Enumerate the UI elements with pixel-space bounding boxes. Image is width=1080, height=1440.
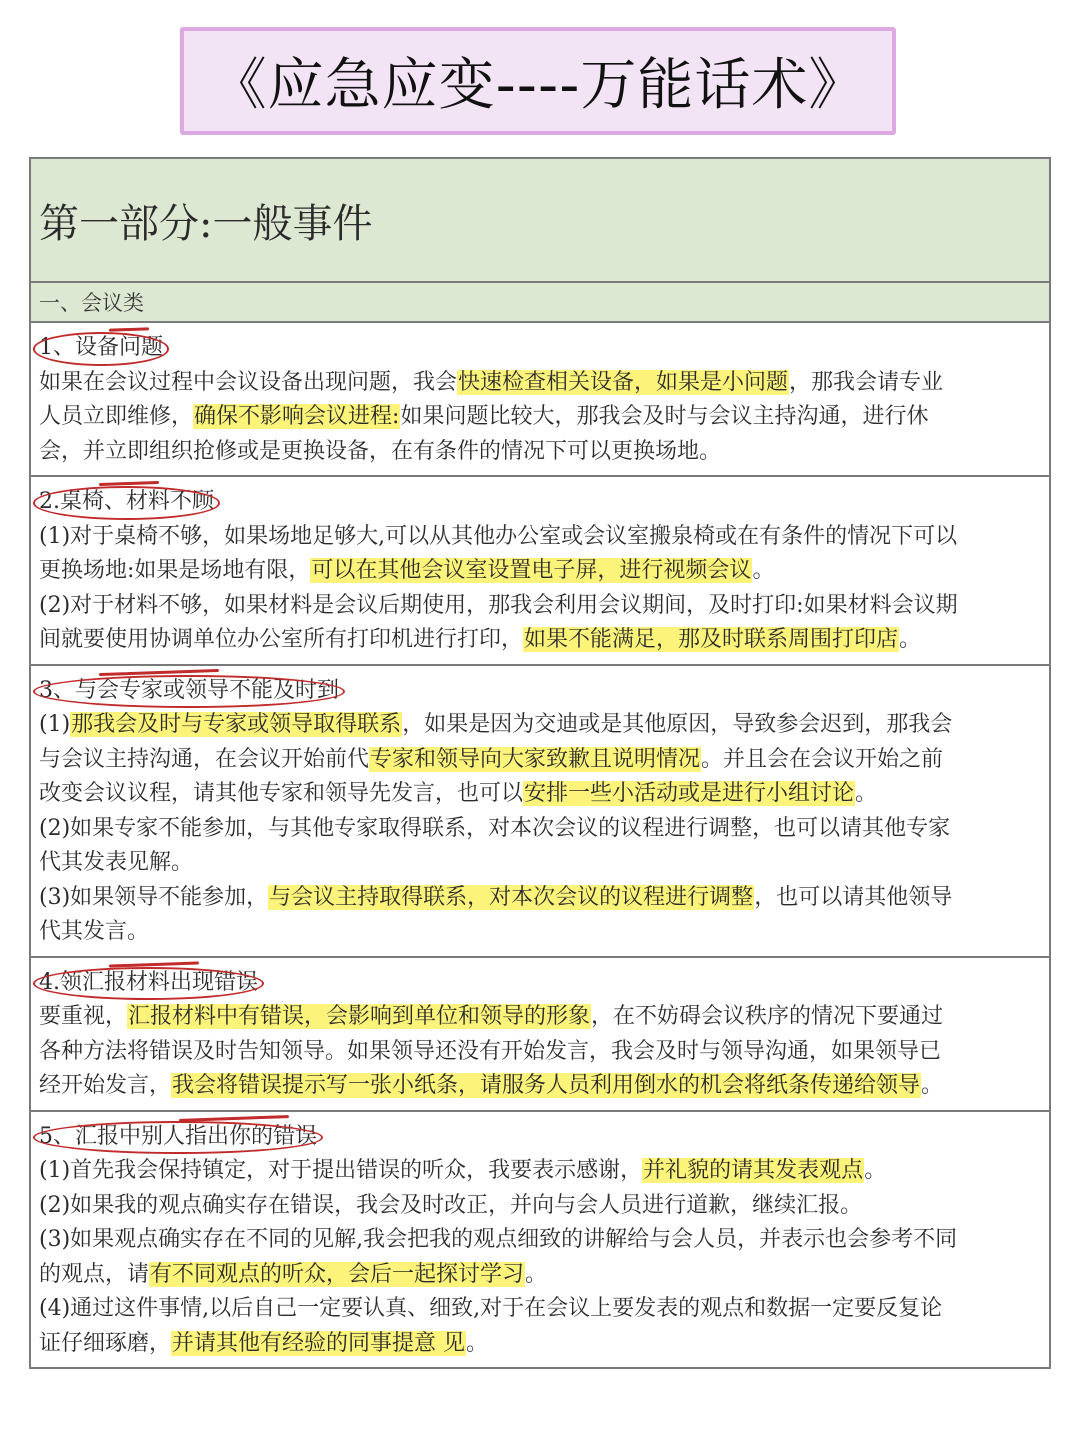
body-text: 。并且会在会议开始之前 (701, 746, 944, 772)
text-line (39, 520, 1041, 555)
body-text: 更换场地:如果是场地有限， (39, 558, 311, 583)
body-text: 会，并立即组织抢修或是更换设备，在有条件的情况下可以更换场地。 (39, 438, 722, 464)
body-text: 与会议主持沟通，在会议开始前代 (39, 746, 370, 772)
text-line (39, 1258, 1041, 1293)
section-heading (39, 674, 339, 709)
section-5 (31, 1112, 1049, 1368)
red-underline-annotation (99, 481, 159, 486)
text-line (39, 400, 1041, 435)
highlighted-text: 安排一些小活动或是进行小组讨论 (524, 781, 855, 806)
body-text: (2)对于材料不够，如果材料是会议后期使用，那我会利用会议期间，及时打印:如果材料会议期 (39, 592, 958, 618)
text-line (39, 366, 1041, 401)
highlighted-text: 如果不能满足，那及时联系周围打印店 (524, 627, 899, 652)
section-heading-text: 2.桌椅、材料不顾 (39, 489, 214, 514)
text-line (39, 881, 1041, 916)
text-line (39, 743, 1041, 778)
body-text: (4)通过这件事情,以后自己一定要认真、细致,对于在会议上要发表的观点和数据一定要反复论 (39, 1296, 943, 1321)
text-line (39, 846, 1041, 881)
highlighted-text: 那我会及时与专家或领导取得联系 (71, 712, 402, 737)
body-text: (3)如果领导不能参加， (39, 884, 269, 910)
highlighted-text: 并礼貌的请其发表观点 (643, 1158, 864, 1183)
category-label: 一、会议类 (39, 291, 144, 315)
body-text: 。 (899, 627, 922, 652)
text-line (39, 589, 1041, 624)
text-line (39, 554, 1041, 589)
body-text: (1)首先我会保持镇定，对于提出错误的听众，我要表示感谢， (39, 1158, 643, 1183)
red-underline-annotation (109, 327, 149, 331)
body-text: 证仔细琢磨， (39, 1330, 172, 1356)
title-banner (180, 27, 896, 135)
highlighted-text: 确保不影响会议进程: (194, 404, 400, 429)
text-line (39, 812, 1041, 847)
text-line (39, 1292, 1041, 1327)
highlighted-text: 并请其他有经验的同事提意 见 (172, 1330, 466, 1356)
body-text: (2)如果我的观点确实存在错误，我会及时改正，并向与会人员进行道歉，继续汇报。 (39, 1192, 863, 1218)
text-line (39, 435, 1041, 470)
body-text: ，那我会请专业 (789, 369, 944, 395)
body-text: 。 (855, 781, 878, 806)
section-heading-text: 1、设备问题 (39, 335, 163, 360)
body-text: (3)如果观点确实存在不同的见解,我会把我的观点细致的讲解给与会人员，并表示也会参考不同 (39, 1227, 958, 1252)
body-text: 如果问题比较大，那我会及时与会议主持沟通，进行休 (400, 404, 929, 429)
section-2 (31, 477, 1049, 666)
body-text: ，在不妨碍会议秩序的情况下要通过 (591, 1004, 944, 1029)
section-heading-text: 5、汇报中别人指出你的错误 (39, 1123, 317, 1149)
highlighted-text: 快速检查相关设备，如果是小问题 (458, 369, 789, 395)
text-line (39, 915, 1041, 950)
section-heading (39, 485, 214, 520)
body-text: 代其发表见解。 (39, 850, 194, 875)
highlighted-text: 专家和领导向大家致歉且说明情况 (370, 746, 701, 772)
highlighted-text: 有不同观点的听众，会后一起探讨学习 (150, 1261, 525, 1287)
body-text: ，如果是因为交迪或是其他原因，导致参会迟到，那我会 (402, 712, 953, 737)
body-text: 要重视， (39, 1004, 128, 1029)
red-underline-annotation (109, 961, 199, 967)
section-heading (39, 966, 258, 1001)
text-line (39, 708, 1041, 743)
text-line (39, 777, 1041, 812)
part-header (31, 159, 1049, 283)
section-4 (31, 958, 1049, 1112)
body-text: 经开始发言， (39, 1073, 172, 1098)
text-line (39, 623, 1041, 658)
body-text: 。 (921, 1073, 944, 1098)
body-text: ，也可以请其他领导 (754, 884, 953, 910)
body-text: (2)如果专家不能参加，与其他专家取得联系，对本次会议的议程进行调整，也可以请其他专家 (39, 815, 951, 841)
content-table (29, 157, 1051, 1369)
red-underline-annotation (99, 668, 219, 675)
highlighted-text: 汇报材料中有错误，会影响到单位和领导的形象 (128, 1004, 591, 1029)
body-text: 的观点，请 (39, 1261, 150, 1287)
section-heading (39, 1120, 317, 1155)
sections-container (31, 323, 1049, 1367)
body-text: (1) (39, 712, 71, 737)
text-line (39, 1223, 1041, 1258)
highlighted-text: 我会将错误提示写一张小纸条，请服务人员利用倒水的机会将纸条传递给领导 (172, 1073, 921, 1098)
body-text: 间就要使用协调单位办公室所有打印机进行打印， (39, 627, 524, 652)
section-1 (31, 323, 1049, 477)
page-title: 《应急应变----万能话术》 (210, 53, 866, 118)
highlighted-text: 与会议主持取得联系，对本次会议的议程进行调整 (269, 884, 754, 910)
text-line (39, 1069, 1041, 1104)
text-line (39, 1000, 1041, 1035)
body-text: 。 (525, 1261, 548, 1287)
body-text: 。 (466, 1330, 489, 1356)
red-underline-annotation (179, 1115, 289, 1122)
text-line (39, 1154, 1041, 1189)
body-text: 改变会议议程，请其他专家和领导先发言，也可以 (39, 781, 524, 806)
category-row (31, 283, 1049, 323)
text-line (39, 1035, 1041, 1070)
text-line (39, 1189, 1041, 1224)
part-title: 第一部分:一般事件 (39, 200, 373, 247)
body-text: 如果在会议过程中会议设备出现问题，我会 (39, 369, 458, 395)
body-text: (1)对于桌椅不够，如果场地足够大,可以从其他办公室或会议室搬泉椅或在有条件的情况下可以 (39, 523, 958, 549)
body-text: 代其发言。 (39, 919, 150, 944)
section-heading (39, 331, 163, 366)
body-text: 人员立即维修， (39, 404, 194, 429)
section-heading-text: 3、与会专家或领导不能及时到 (39, 677, 339, 703)
section-heading-text: 4.领汇报材料出现错误 (39, 969, 258, 995)
body-text: 。 (864, 1158, 887, 1183)
highlighted-text: 可以在其他会议室设置电子屏，进行视频会议 (311, 558, 752, 583)
text-line (39, 1327, 1041, 1362)
body-text: 各种方法将错误及时告知领导。如果领导还没有开始发言，我会及时与领导沟通，如果领导已 (39, 1038, 942, 1064)
body-text: 。 (752, 558, 775, 583)
section-3 (31, 666, 1049, 958)
